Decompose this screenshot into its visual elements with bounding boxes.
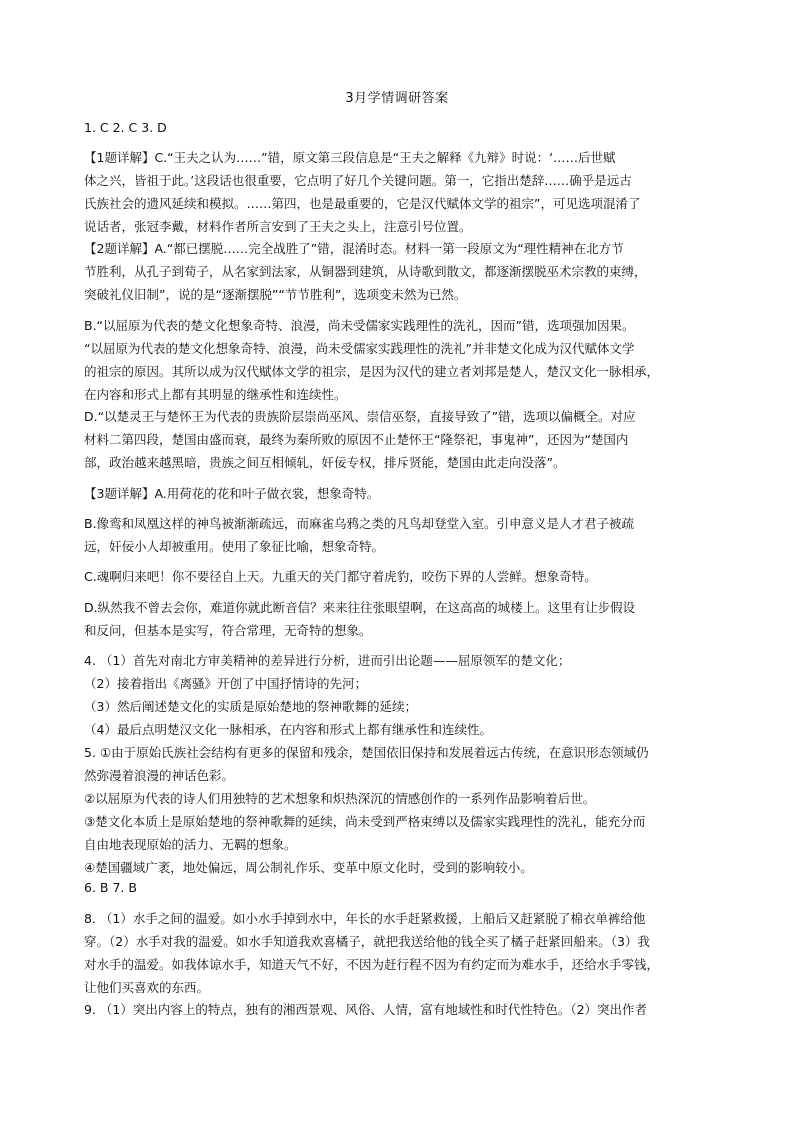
answers-6-7 bbox=[84, 876, 716, 899]
answer-line: 1. C 2. C 3. D bbox=[84, 120, 167, 135]
text-line: 自由地表现原始的活力、无羁的想象。 bbox=[84, 837, 297, 852]
text-line: 让他们买喜欢的东西。 bbox=[84, 980, 210, 995]
q3-detail-c bbox=[84, 565, 716, 588]
q2-detail-b bbox=[84, 314, 716, 406]
text-line: 突破礼仪旧制”，说的是“逐渐摆脱”“节节胜利”，选项变未然为已然。 bbox=[84, 287, 467, 302]
text-line: （2）接着指出《离骚》开创了中国抒情诗的先河； bbox=[84, 676, 367, 691]
text-line: 4. （1）首先对南北方审美精神的差异进行分析，进而引出论题——屈原领军的楚文化； bbox=[84, 653, 571, 668]
q9-answer bbox=[84, 998, 716, 1021]
q8-answer bbox=[84, 907, 716, 999]
text-line: 5. ①由于原始氏族社会结构有更多的保留和残余，楚国依旧保持和发展着远古传统，在意识形态领域仍 bbox=[84, 745, 649, 760]
q1-detail bbox=[84, 146, 716, 238]
text-line: D.纵然我不曾去会你，难道你就此断音信？来来往往张眼望啊，在这高高的城楼上。这里有让步假设 bbox=[84, 600, 636, 615]
text-line: 【1题详解】C.“王夫之认为……”错，原文第三段信息是“王夫之解释《九辩》时说：‘……后世赋 bbox=[84, 150, 616, 165]
answer-line: 6. B 7. B bbox=[84, 880, 137, 895]
q3-detail-d bbox=[84, 596, 716, 642]
text-line: C.魂啊归来吧！你不要径自上天。九重天的关门都守着虎豹，咬伤下界的人尝鲜。想象奇特。 bbox=[84, 569, 597, 584]
text-line: 【3题详解】A.用荷花的花和叶子做衣裳，想象奇特。 bbox=[84, 486, 380, 501]
text-line: 8. （1）水手之间的温爱。如小水手掉到水中，年长的水手赶紧救援，上船后又赶紧脱了棉衣单裤给他 bbox=[84, 911, 646, 926]
text-line: 远，奸佞小人却被重用。使用了象征比喻，想象奇特。 bbox=[84, 539, 385, 554]
text-line: 然弥漫着浪漫的神话色彩。 bbox=[84, 768, 235, 783]
text-line: 部，政治越来越黑暗，贵族之间互相倾轧，奸佞专权，排斥贤能，楚国由此走向没落”。 bbox=[84, 455, 566, 470]
text-line: 节胜利，从孔子到荀子，从名家到法家，从铜器到建筑，从诗歌到散文，都逐渐摆脱巫术宗教的束缚， bbox=[84, 264, 647, 279]
text-line: ③楚文化本质上是原始楚地的祭神歌舞的延续，尚未受到严格束缚以及儒家实践理性的洗礼，能充分而 bbox=[84, 814, 646, 829]
answers-1-3 bbox=[84, 116, 716, 139]
q3-detail-b bbox=[84, 512, 716, 558]
text-line: 和反问，但基本是实写，符合常理，无奇特的想象。 bbox=[84, 623, 372, 638]
q2-detail-d bbox=[84, 405, 716, 474]
text-line: ④楚国疆域广袤，地处偏远，周公制礼作乐、变革中原文化时，受到的影响较小。 bbox=[84, 860, 533, 875]
text-line: D.“以楚灵王与楚怀王为代表的贵族阶层崇尚巫风、崇信巫祭，直接导致了”错，选项以偏概全。对应 bbox=[84, 409, 636, 424]
text-line: 穿。（2）水手对我的温爱。如水手知道我欢喜橘子，就把我送给他的钱全买了橘子赶紧回船来。（3）我 bbox=[84, 934, 650, 949]
text-line: “以屈原为代表的楚文化想象奇特、浪漫，尚未受儒家实践理性的洗礼”并非楚文化成为汉代赋体文学 bbox=[84, 341, 635, 356]
text-line: （4）最后点明楚汉文化一脉相承，在内容和形式上都有继承性和连续性。 bbox=[84, 722, 492, 737]
text-line: 对水手的温爱。如我体谅水手，知道天气不好，不因为赶行程不因为有约定而为难水手，还给水手零钱， bbox=[84, 957, 660, 972]
text-line: 体之兴，皆祖于此。’这段话也很重要，它点明了好几个关键问题。第一，它指出楚辞……确乎是远古 bbox=[84, 173, 632, 188]
text-line: 在内容和形式上都有其明显的继承性和连续性。 bbox=[84, 387, 347, 402]
q3-detail-a bbox=[84, 482, 716, 505]
text-line: 【2题详解】A.“都已摆脱……完全战胜了”错，混淆时态。材料一第一段原文为“理性精神在北方节 bbox=[84, 241, 624, 256]
q2-detail-a bbox=[84, 237, 716, 306]
text-line: B.像鸾和凤凰这样的神鸟被渐渐疏远，而麻雀乌鸦之类的凡鸟却登堂入室。引申意义是人才君子被疏 bbox=[84, 516, 635, 531]
text-line: ②以屈原为代表的诗人们用独特的艺术想象和炽热深沉的情感创作的一系列作品影响着后世。 bbox=[84, 791, 596, 806]
text-line: 氏族社会的遗风延续和模拟。……第四，也是最重要的，它是汉代赋体文学的祖宗”，可见选项混淆了 bbox=[84, 196, 641, 211]
q5-answer bbox=[84, 741, 716, 879]
text-line: 的祖宗的原因。其所以成为汉代赋体文学的祖宗，是因为汉代的建立者刘邦是楚人，楚汉文化一脉相承， bbox=[84, 364, 660, 379]
page-title: 3月学情调研答案 bbox=[345, 91, 449, 106]
text-line: B.“以屈原为代表的楚文化想象奇特、浪漫，尚未受儒家实践理性的洗礼，因而”错，选项强加因果。 bbox=[84, 318, 635, 333]
text-line: 说话者，张冠李戴，材料作者所言安到了王夫之头上，注意引号位置。 bbox=[84, 219, 472, 234]
text-line: 材料二第四段，楚国由盛而衰，最终为秦所败的原因不止楚怀王“隆祭祀，事鬼神”，还因为“楚国内 bbox=[84, 432, 629, 447]
text-line: 9. （1）突出内容上的特点，独有的湘西景观、风俗、人情，富有地域性和时代性特色。（2）突出作者 bbox=[84, 1002, 648, 1017]
q4-answer bbox=[84, 649, 716, 741]
text-line: （3）然后阐述楚文化的实质是原始楚地的祭神歌舞的延续； bbox=[84, 699, 417, 714]
